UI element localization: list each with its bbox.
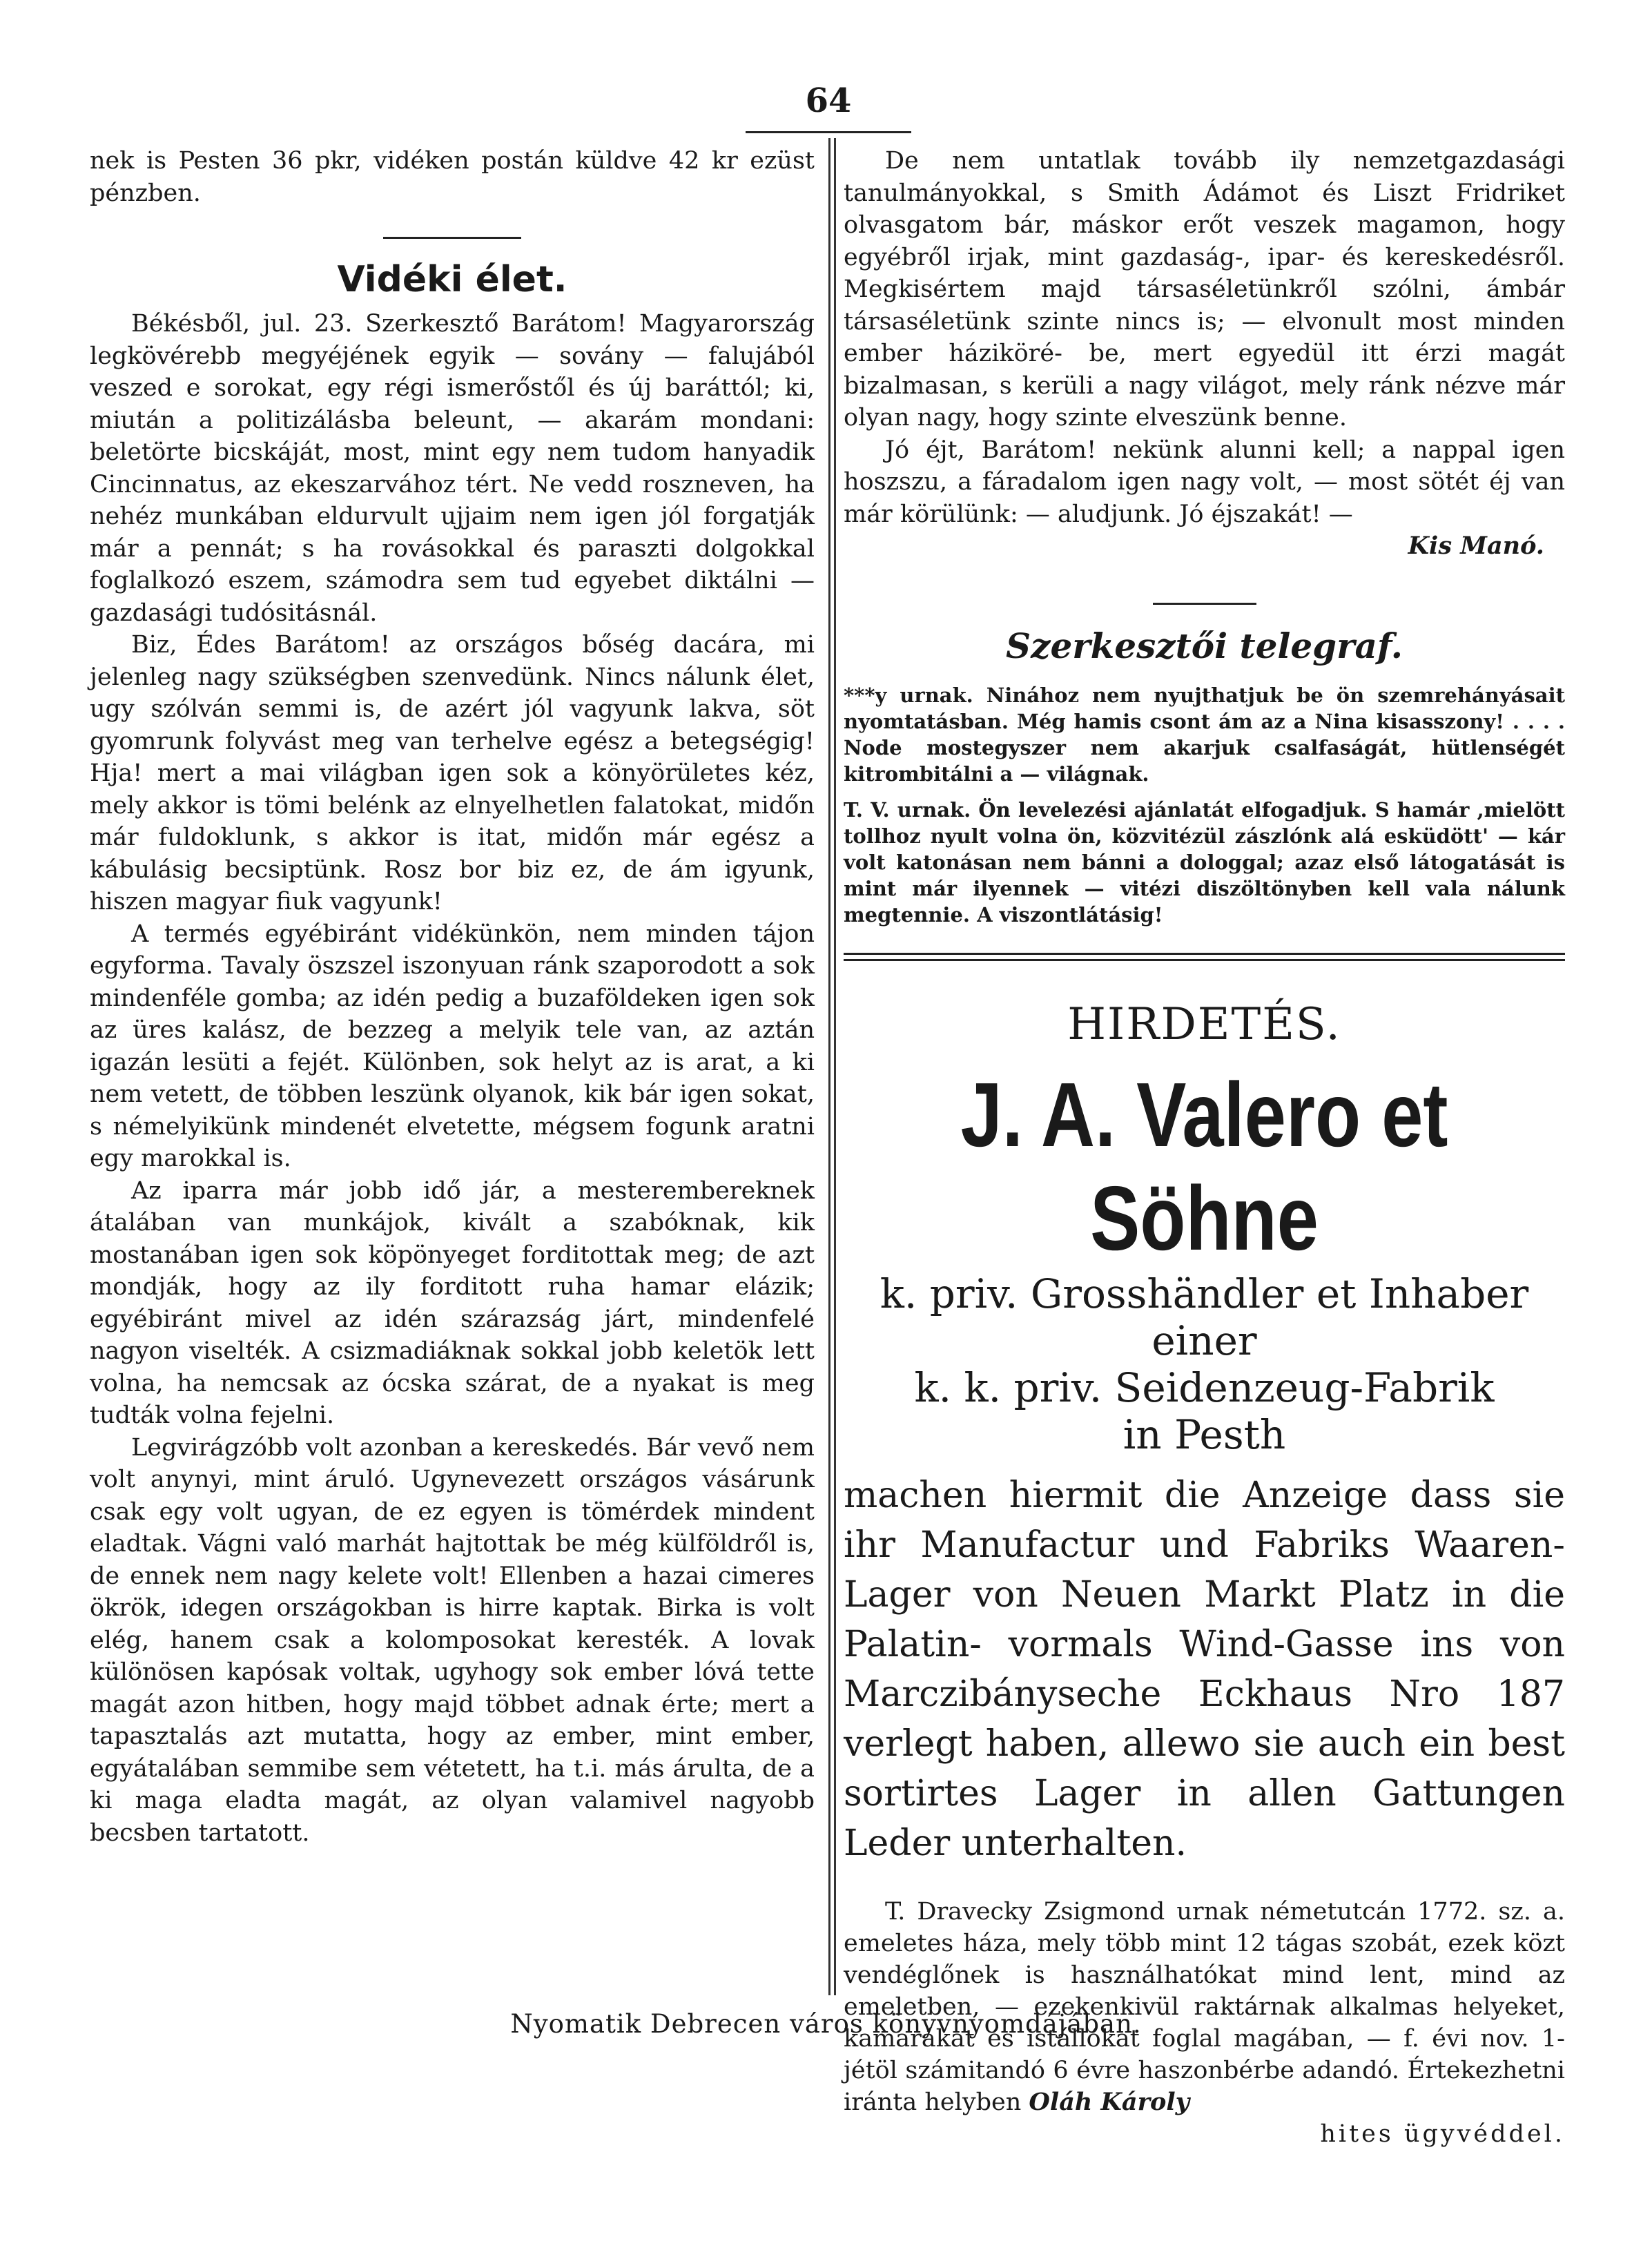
page-number: 64 [805, 81, 852, 120]
telegraf-section [844, 682, 1565, 928]
intro-text: nek is Pesten 36 pkr, vidéken postán küldve 42 kr ezüst pénzben. [90, 147, 815, 207]
ad-company-name: J. A. Valero et Söhne [960, 1063, 1448, 1269]
telegraf-title: Szerkesztői telegraf. [1005, 625, 1403, 666]
second-ad-notary: hites ügyvéddel. [1320, 2120, 1565, 2148]
article-paragraph: Békésből, jul. 23. Szerkesztő Barátom! Magyarország legkövérebb megyéjének egyik — sovány — falujából veszed e sorokat, egy régi ismerőstől és új baráttól; ki, miután a politizálásba beleunt, — akarám mondani: beletörte bicskáját, most, mint egy nem tudom hanyadik Cincinnatus, az ekeszarvához tért. Ne vedd roszneven, ha nehéz munkában eldurvult ujjaim nem igen jól forgatják már a pennát; s ha rovásokkal és paraszti dolgokkal foglalkozó eszem, számodra sem tud egyebet diktálni — gazdasági tudósitásnál. [90, 310, 815, 627]
article-paragraph: Legvirágzóbb volt azonban a kereskedés. Bár vevő nem volt anynyi, mint áruló. Ugynevezett országos vásárunk csak egy volt ugyan, de ez egyen is tömérdek mindent eladtak. Vágni való marhát hajtottak be még külföldről is, de ennek nem nagy kelete volt! Ellenben a hazai cimeres ökrök, idegen országokban is hirre kaptak. Birka is volt elég, hanem csak a kolomposokat keresték. A lovak különösen kapósak voltak, ugyhogy sok ember lóvá tette magát azon hitben, hogy majd többet adnak érte; mert a tapasztalás azt mutatta, hogy az ember, mint ember, egyátalában semmibe sem vétetett, ha t.i. más árulta, de a ki maga eladta magát, az olyan valamivel nagyobb becsben tartatott. [90, 1433, 815, 1847]
section-rule [383, 237, 521, 239]
article-paragraph: De nem untatlak tovább ily nemzetgazdasági tanulmányokkal, s Smith Ádámot és Liszt Fridriket olvasgatom bár, máskor erőt veszek magamon, hogy egyébről irjak, mint gazdaság-, ipar- és kereskedésről. Megkisértem majd társaséletünkről szólni, ámbár társaséletünk szinte nincs is; — elvonult most minden ember háziköré- be, mert egyedül itt érzi magát bizalmasan, s kerüli a nagy világot, mely ránk nézve már olyan nagy, hogy szinte elveszünk benne. [844, 147, 1565, 432]
ad-line: k. k. priv. Seidenzeug-Fabrik [914, 1364, 1495, 1411]
ad-body: machen hiermit die Anzeige dass sie ihr Manufactur und Fabriks Waaren-Lager von Neuen Markt Platz in die Palatin- vormals Wind-Gasse ins von Marczibányseche Eckhaus Nro 187 verlegt haben, allewo sie auch ein best sortirtes Lager in allen Gattungen Leder unterhalten. [844, 1474, 1565, 1864]
section-title: Vidéki élet. [337, 259, 567, 300]
right-column [844, 145, 1565, 2150]
article-paragraph: A termés egyébiránt vidékünkön, nem minden tájon egyforma. Tavaly öszszel iszonyuan ránk szaporodott a sok mindenféle gomba; az idén pedig a buzaföldeken igen sok az üres kalász, de bezzeg a melyik tele van, az aztán igazán lesüti a fejét. Különben, sok helyt az is arat, a ki nem vetett, de többen leszünk olyanok, kik bár igen sokat, s némelyikünk mindenét elvetette, mégsem fogunk aratni egy marokkal is. [90, 920, 815, 1172]
second-ad-signature: Oláh Károly [1029, 2087, 1190, 2116]
ad-line: in Pesth [1123, 1411, 1286, 1458]
ad-heading: HIRDETÉS. [1067, 998, 1341, 1050]
article-byline: Kis Manó. [1408, 532, 1544, 560]
second-ad-text [844, 1896, 1565, 2118]
telegraf-rule [1153, 603, 1256, 605]
ad-separator-rule [844, 959, 1565, 961]
article-paragraph: Biz, Édes Barátom! az országos bőség dacára, mi jelenleg nagy szükségben szenvedünk. Nincs nálunk élet, ugy szólván semmi is, de azért jól vagyunk lakva, söt gyomrunk folyvást meg van terhelve egész a betegségig! Hja! mert a mai világban igen sok a könyörületes kéz, mely akkor is tömi belénk az elnyelhetlen falatokat, midőn már fuldoklunk, s akkor is itat, midőn már egész a kábulásig becsiptünk. Rosz bor biz ez, de ám igyunk, hiszen magyar fiuk vagyunk! [90, 631, 815, 915]
article-paragraph: Az iparra már jobb idő jár, a mesterembereknek átalában van munkájok, kivált a szabóknak, kik mostanában igen sok köpönyeget forditottak meg; de azt mondják, hogy az ily forditott ruha hamar elázik; egyébiránt mivel az idén szárazság járt, mindenfelé nagyon viselték. A csizmadiáknak sokkal jobb keletök lett volna, ha nemcsak az ócska szárat, de a nyakat is meg tudták volna fejelni. [90, 1176, 815, 1429]
article-paragraph: Jó éjt, Barátom! nekünk alunni kell; a nappal igen hoszszu, a fáradalom igen nagy volt, — most sötét éj van már körülünk: — aludjunk. Jó éjszakát! — [844, 436, 1565, 528]
second-ad-body: T. Dravecky Zsigmond urnak németutcán 1772. sz. a. emeletes háza, mely több mint 12 tágas szobát, ezek közt vendéglőnek is használhatókat mind lent, mind az emeletben, — ezekenkivül raktárnak alkalmas helyeket, kamarákat és istállókat foglal magában, — f. évi nov. 1-jétöl számitandó 6 évre haszonbérbe adandó. Értekezhetni iránta helyben [844, 1897, 1565, 2116]
telegraf-item: ***y urnak. Ninához nem nyujthatjuk be ön szemrehányásait nyomtatásban. Még hamis csont ám az a Nina kisasszony! . . . . Node mostegyszer nem akarjuk csalfaságát, hütlenségét kitrombitálni a — világnak. [844, 683, 1565, 786]
page-number-rule [746, 131, 911, 133]
left-column [90, 145, 815, 1849]
ad-separator-rule [844, 953, 1565, 955]
column-divider-second [834, 138, 836, 1995]
telegraf-item: T. V. urnak. Ön levelezési ajánlatát elfogadjuk. S hamár ,mielött tollhoz nyult volna ön, közvitézül zászlónk alá esküdött' — kár volt katonásan nem bánni a dologgal; azaz első látogatását is mint már ilyennek — vitézi diszöltönyben kell vala nálunk megtennie. A viszontlátásig! [844, 797, 1565, 927]
ad-line: k. priv. Grosshändler et Inhaber einer [880, 1270, 1529, 1364]
column-divider [828, 138, 830, 1995]
page-footer: Nyomatik Debrecen város könyvnyomdájában. [510, 2009, 1142, 2039]
